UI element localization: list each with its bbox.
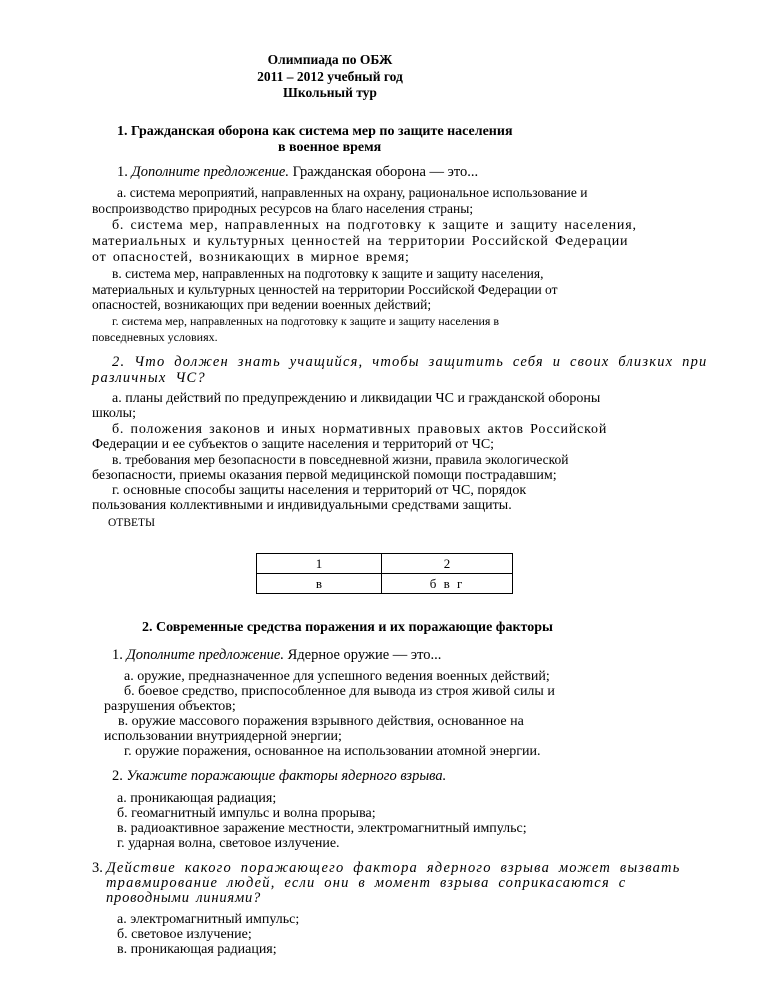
s1-q1-line: а. система мероприятий, направленных на охрану, рациональное использование и bbox=[117, 185, 588, 200]
s2-q3-line3: проводными линиями? bbox=[106, 890, 262, 906]
s2-q2-option: в. радиоактивное заражение местности, электромагнитный импульс; bbox=[117, 821, 527, 836]
s2-q3-text1: Действие какого поражающего фактора ядерного взрыва может вызвать bbox=[106, 860, 681, 876]
s2-q2-option: а. проникающая радиация; bbox=[117, 791, 277, 806]
s2-q1-prompt: Дополните предложение. bbox=[126, 647, 284, 663]
section2-title: 2. Современные средства поражения и их поражающие факторы bbox=[142, 620, 553, 635]
answers-header-cell: 2 bbox=[382, 554, 513, 574]
s1-q2-line: безопасности, приемы оказания первой медицинской помощи пострадавшим; bbox=[92, 468, 557, 483]
s1-q1-line: б. система мер, направленных на подготовку к защите и защиту населения, bbox=[112, 218, 637, 233]
s1-q1-line: г. система мер, направленных на подготовку к защите и защиту населения в bbox=[112, 314, 500, 328]
section1-title-line1: 1. Гражданская оборона как система мер по защите населения bbox=[117, 124, 513, 139]
s2-q3-number: 3. bbox=[92, 860, 103, 876]
answers-header-cell: 1 bbox=[257, 554, 382, 574]
answers-value-row bbox=[257, 574, 513, 594]
s2-q1-line: использовании внутриядерной энергии; bbox=[104, 729, 342, 744]
answers-value-cell: в bbox=[257, 574, 382, 594]
s1-q2-line: г. основные способы защиты населения и территорий от ЧС, порядок bbox=[112, 483, 527, 498]
s2-q2-text: Укажите поражающие факторы ядерного взрыва. bbox=[126, 768, 447, 784]
s1-q1-line: материальных и культурных ценностей на территории Российской Федерации bbox=[92, 234, 629, 249]
s1-q1-text: Гражданская оборона — это... bbox=[292, 164, 479, 180]
s2-q1-line: разрушения объектов; bbox=[104, 699, 236, 714]
s2-q3-line2: травмирование людей, если они в момент взрыва соприкасаются с bbox=[106, 875, 627, 891]
s2-q1-text: Ядерное оружие — это... bbox=[287, 647, 442, 663]
s1-q1-number: 1. bbox=[117, 164, 128, 180]
s2-q2-heading bbox=[112, 768, 446, 785]
section1-title-line2: в военное время bbox=[278, 140, 382, 155]
answers-value-cell: б в г bbox=[382, 574, 513, 594]
answers-label: ОТВЕТЫ bbox=[108, 517, 156, 529]
s1-q1-line: повседневных условиях. bbox=[92, 330, 218, 344]
s1-q2-line: а. планы действий по предупреждению и ликвидации ЧС и гражданской обороны bbox=[112, 391, 601, 406]
s1-q1-line: от опасностей, возникающих в мирное время; bbox=[92, 250, 410, 265]
s2-q2-option: г. ударная волна, световое излучение. bbox=[117, 836, 340, 851]
header-round: Школьный тур bbox=[283, 85, 377, 100]
header-olympiad: Олимпиада по ОБЖ bbox=[267, 52, 393, 67]
s2-q1-number: 1. bbox=[112, 647, 123, 663]
s2-q1-line: б. боевое средство, приспособленное для вывода из строя живой силы и bbox=[124, 684, 555, 699]
s1-q1-heading bbox=[117, 164, 478, 181]
s2-q1-heading bbox=[112, 647, 441, 664]
s1-q2-line2: различных ЧС? bbox=[92, 370, 206, 386]
header-year: 2011 – 2012 учебный год bbox=[257, 69, 403, 84]
s1-q2-line1: 2. Что должен знать учащийся, чтобы защитить себя и своих близких при bbox=[112, 354, 708, 370]
answers-header-row bbox=[257, 554, 513, 574]
s2-q3-option: в. проникающая радиация; bbox=[117, 942, 277, 957]
s1-q1-line: материальных и культурных ценностей на территории Российской Федерации от bbox=[92, 282, 558, 297]
s2-q1-line: г. оружие поражения, основанное на использовании атомной энергии. bbox=[124, 744, 541, 759]
s1-q2-line: пользования коллективными и индивидуальными средствами защиты. bbox=[92, 498, 512, 513]
answers-table bbox=[256, 553, 513, 594]
s1-q2-line: Федерации и ее субъектов о защите населения и территорий от ЧС; bbox=[92, 437, 495, 452]
s1-q2-line: б. положения законов и иных нормативных правовых актов Российской bbox=[112, 422, 608, 437]
s1-q2-line: в. требования мер безопасности в повседневной жизни, правила экологической bbox=[112, 452, 569, 467]
s2-q3-option: б. световое излучение; bbox=[117, 927, 252, 942]
s2-q1-line: а. оружие, предназначенное для успешного ведения военных действий; bbox=[124, 669, 550, 684]
s2-q2-number: 2. bbox=[112, 768, 123, 784]
s2-q3-option: а. электромагнитный импульс; bbox=[117, 912, 300, 927]
s1-q1-line: воспроизводство природных ресурсов на благо населения страны; bbox=[92, 201, 474, 216]
s2-q1-line: в. оружие массового поражения взрывного действия, основанное на bbox=[118, 714, 524, 729]
s1-q1-line: в. система мер, направленных на подготовку к защите и защиту населения, bbox=[112, 266, 544, 281]
s2-q2-option: б. геомагнитный импульс и волна прорыва; bbox=[117, 806, 376, 821]
s1-q1-prompt: Дополните предложение. bbox=[131, 164, 289, 180]
s1-q1-line: опасностей, возникающих при ведении военных действий; bbox=[92, 297, 432, 312]
s1-q2-line: школы; bbox=[92, 406, 136, 421]
